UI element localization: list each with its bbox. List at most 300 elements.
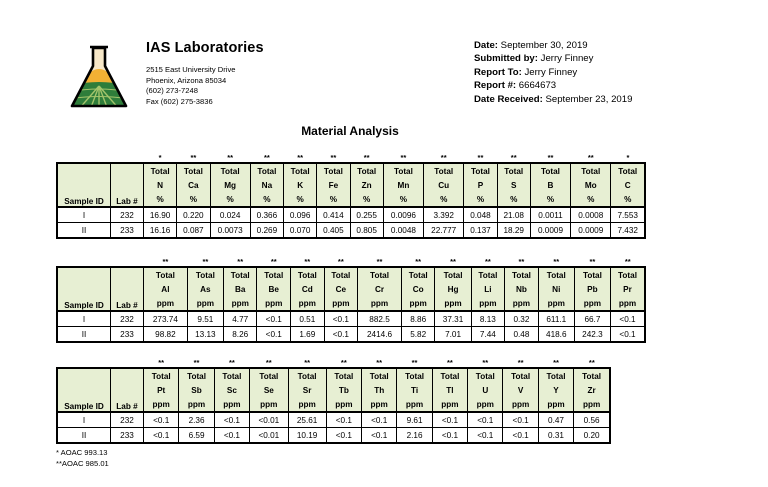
column-header: Total	[362, 368, 397, 383]
report-info	[474, 39, 632, 106]
value-cell: 66.7	[574, 311, 610, 327]
column-header: Nb	[505, 282, 539, 296]
lab-number-cell: 232	[111, 311, 144, 327]
value-cell: 0.0011	[530, 207, 570, 223]
column-header: %	[144, 192, 177, 207]
column-header: ppm	[468, 397, 503, 412]
column-header: %	[571, 192, 611, 207]
column-header: %	[383, 192, 423, 207]
value-cell: 6.59	[179, 428, 214, 444]
column-header: Sr	[288, 383, 326, 397]
method-mark: **	[450, 257, 456, 266]
column-header: ppm	[291, 296, 325, 311]
info-value: Jerry Finney	[524, 66, 578, 78]
column-header: ppm	[538, 296, 574, 311]
sample-id-cell: I	[57, 311, 111, 327]
column-header: ppm	[432, 397, 467, 412]
column-header: Total	[326, 368, 361, 383]
value-cell: 0.070	[284, 223, 317, 239]
column-header: Sb	[179, 383, 214, 397]
lab-number-cell: 233	[111, 327, 144, 343]
column-header: Total	[538, 368, 573, 383]
value-cell: 0.32	[505, 311, 539, 327]
column-header: Total	[503, 368, 538, 383]
method-mark: **	[330, 153, 337, 162]
method-mark: **	[446, 358, 453, 367]
column-header: Hg	[435, 282, 471, 296]
page-title: Material Analysis	[301, 124, 399, 138]
column-header: U	[468, 383, 503, 397]
info-label: Report To:	[474, 66, 522, 78]
column-header: Total	[214, 368, 249, 383]
column-header: Total	[257, 267, 291, 282]
value-cell: <0.1	[503, 412, 538, 428]
column-header: Total	[291, 267, 325, 282]
column-header: ppm	[144, 397, 179, 412]
info-date-received	[474, 93, 632, 106]
method-mark: **	[553, 257, 560, 266]
value-cell: 0.48	[505, 327, 539, 343]
table-row	[57, 428, 610, 444]
column-header: Total	[610, 267, 645, 282]
footnote-single: * AOAC 993.13	[56, 448, 108, 457]
method-mark: **	[518, 257, 525, 266]
lab-number-header: Lab #	[111, 397, 144, 412]
value-cell: 21.08	[497, 207, 530, 223]
value-cell: 37.31	[435, 311, 471, 327]
column-header: ppm	[358, 296, 402, 311]
method-mark: **	[190, 153, 197, 162]
value-cell: 25.61	[288, 412, 326, 428]
footnotes	[56, 447, 109, 469]
info-report-to	[474, 66, 632, 79]
value-cell: 2.36	[179, 412, 214, 428]
sample-id-header	[57, 282, 111, 296]
sample-id-header: Sample ID	[57, 296, 111, 311]
address-line: 2515 East University Drive	[146, 65, 236, 74]
value-cell: 22.777	[424, 223, 464, 239]
value-cell: <0.1	[362, 412, 397, 428]
value-cell: 242.3	[574, 327, 610, 343]
column-header: Total	[317, 163, 350, 178]
column-header: Li	[471, 282, 505, 296]
value-cell: 8.86	[401, 311, 435, 327]
lab-number-header	[111, 282, 144, 296]
info-label: Report #:	[474, 80, 517, 92]
column-header: Total	[611, 163, 645, 178]
column-header: Total	[288, 368, 326, 383]
fax: Fax (602) 275-3836	[146, 96, 213, 106]
value-cell: <0.1	[432, 428, 467, 444]
method-mark: **	[517, 358, 524, 367]
value-cell: <0.1	[362, 428, 397, 444]
column-header: ppm	[257, 296, 291, 311]
column-header: Ca	[177, 178, 210, 192]
value-cell: 13.13	[187, 327, 223, 343]
column-header: Total	[383, 163, 423, 178]
column-header: %	[177, 192, 210, 207]
value-cell: 0.096	[284, 207, 317, 223]
header-row	[57, 267, 645, 282]
method-mark: **	[587, 153, 594, 162]
lab-number-header	[111, 163, 144, 178]
lab-number-cell: 233	[111, 428, 144, 444]
value-cell: 0.0096	[383, 207, 423, 223]
value-cell: 0.255	[350, 207, 383, 223]
method-mark: **	[158, 358, 165, 367]
column-header: Ba	[223, 282, 257, 296]
column-header: Total	[223, 267, 257, 282]
column-header: P	[464, 178, 497, 192]
value-cell: 0.0009	[530, 223, 570, 239]
value-cell: 3.392	[424, 207, 464, 223]
column-header: Total	[432, 368, 467, 383]
value-cell: 0.137	[464, 223, 497, 239]
column-header: %	[317, 192, 350, 207]
column-header: Total	[574, 368, 610, 383]
column-header: Total	[187, 267, 223, 282]
method-mark: **	[304, 358, 311, 367]
method-mark: **	[237, 257, 244, 266]
column-header: ppm	[505, 296, 539, 311]
value-cell: 0.220	[177, 207, 210, 223]
phone: (602) 273-7248	[146, 86, 198, 96]
column-header: Total	[574, 267, 610, 282]
value-cell: <0.1	[610, 327, 645, 343]
method-mark: **	[337, 257, 344, 266]
info-value: Jerry Finney	[540, 53, 594, 65]
column-header: ppm	[574, 296, 610, 311]
column-header: ppm	[223, 296, 257, 311]
value-cell: 8.13	[471, 311, 505, 327]
method-marks-row	[57, 151, 645, 163]
blank-cell	[57, 151, 111, 163]
value-cell: 4.77	[223, 311, 257, 327]
value-cell: <0.1	[326, 412, 361, 428]
value-cell: <0.1	[324, 311, 358, 327]
column-header: %	[350, 192, 383, 207]
value-cell: 611.1	[538, 311, 574, 327]
sample-id-cell: II	[57, 428, 111, 444]
method-mark: **	[376, 257, 383, 266]
value-cell: 0.56	[574, 412, 610, 428]
value-cell: 0.20	[574, 428, 610, 444]
column-header: Total	[284, 163, 317, 178]
column-header: Total	[471, 267, 505, 282]
column-header: %	[284, 192, 317, 207]
method-mark: *	[626, 153, 630, 162]
company-name: IAS Laboratories	[146, 40, 264, 56]
column-header: Se	[250, 383, 288, 397]
value-cell: 9.61	[397, 412, 432, 428]
value-cell: <0.1	[144, 428, 179, 444]
sample-id-header	[57, 267, 111, 282]
sample-id-cell: II	[57, 327, 111, 343]
lab-number-header	[111, 368, 144, 383]
value-cell: 7.553	[611, 207, 645, 223]
column-header: %	[611, 192, 645, 207]
sample-id-cell: II	[57, 223, 111, 239]
column-header: Total	[324, 267, 358, 282]
method-mark: **	[415, 257, 422, 266]
info-report-number	[474, 79, 632, 92]
column-header: %	[530, 192, 570, 207]
column-header: ppm	[324, 296, 358, 311]
column-header: Total	[144, 267, 188, 282]
column-header: %	[497, 192, 530, 207]
column-header: ppm	[187, 296, 223, 311]
blank-cell	[111, 151, 144, 163]
column-header: Total	[397, 368, 432, 383]
method-mark: **	[588, 358, 595, 367]
column-header: Total	[424, 163, 464, 178]
value-cell: 2.16	[397, 428, 432, 444]
method-mark: **	[227, 153, 234, 162]
sample-id-header	[57, 383, 111, 397]
header-row	[57, 192, 645, 207]
analysis-table-2	[56, 255, 646, 343]
sample-id-cell: I	[57, 207, 111, 223]
value-cell: 0.414	[317, 207, 350, 223]
lab-number-header: Lab #	[111, 296, 144, 311]
method-mark: **	[624, 257, 631, 266]
column-header: Total	[250, 368, 288, 383]
value-cell: 16.90	[144, 207, 177, 223]
column-header: Fe	[317, 178, 350, 192]
lab-number-cell: 233	[111, 223, 144, 239]
column-header: N	[144, 178, 177, 192]
sample-id-header	[57, 163, 111, 178]
info-label: Date:	[474, 40, 498, 51]
method-mark: **	[440, 153, 447, 162]
lab-flask-logo-icon	[68, 42, 130, 110]
value-cell: 8.26	[223, 327, 257, 343]
column-header: Total	[250, 163, 283, 178]
sample-id-header	[57, 368, 111, 383]
column-header: Mg	[210, 178, 250, 192]
method-marks-row	[57, 356, 610, 368]
header-row	[57, 397, 610, 412]
header-row	[57, 163, 645, 178]
value-cell: <0.01	[250, 412, 288, 428]
table-row	[57, 311, 645, 327]
method-mark: **	[400, 153, 407, 162]
method-mark: **	[162, 257, 169, 266]
value-cell: 16.16	[144, 223, 177, 239]
column-header: Total	[530, 163, 570, 178]
value-cell: 0.405	[317, 223, 350, 239]
value-cell: 0.024	[210, 207, 250, 223]
method-mark: **	[553, 358, 559, 367]
column-header: Total	[571, 163, 611, 178]
value-cell: <0.1	[144, 412, 179, 428]
sample-id-cell: I	[57, 412, 111, 428]
value-cell: 5.82	[401, 327, 435, 343]
value-cell: 2414.6	[358, 327, 402, 343]
column-header: ppm	[574, 397, 610, 412]
column-header: ppm	[610, 296, 645, 311]
column-header: ppm	[326, 397, 361, 412]
column-header: Mo	[571, 178, 611, 192]
column-header: Total	[350, 163, 383, 178]
method-mark: **	[411, 358, 418, 367]
column-header: ppm	[435, 296, 471, 311]
value-cell: 273.74	[144, 311, 188, 327]
method-mark: **	[340, 358, 347, 367]
value-cell: 7.01	[435, 327, 471, 343]
column-header: Total	[401, 267, 435, 282]
info-value: September 23, 2019	[545, 93, 633, 105]
value-cell: 10.19	[288, 428, 326, 444]
lab-number-cell: 232	[111, 412, 144, 428]
column-header: Total	[464, 163, 497, 178]
column-header: Total	[497, 163, 530, 178]
column-header: ppm	[144, 296, 188, 311]
method-marks-row	[57, 255, 645, 267]
column-header: C	[611, 178, 645, 192]
method-mark: **	[304, 257, 311, 266]
value-cell: 0.47	[538, 412, 573, 428]
value-cell: <0.1	[326, 428, 361, 444]
value-cell: 0.0048	[383, 223, 423, 239]
method-mark: **	[547, 153, 554, 162]
value-cell: <0.1	[468, 428, 503, 444]
value-cell: 1.69	[291, 327, 325, 343]
column-header: ppm	[401, 296, 435, 311]
table-row	[57, 412, 610, 428]
method-mark: **	[482, 358, 489, 367]
analysis-table-3	[56, 356, 611, 444]
header-row	[57, 282, 645, 296]
value-cell: 9.51	[187, 311, 223, 327]
method-mark: *	[158, 153, 162, 162]
value-cell: <0.1	[214, 428, 249, 444]
method-mark: **	[228, 358, 235, 367]
sample-id-header	[57, 178, 111, 192]
value-cell: 98.82	[144, 327, 188, 343]
value-cell: 0.0073	[210, 223, 250, 239]
column-header: %	[464, 192, 497, 207]
column-header: V	[503, 383, 538, 397]
column-header: Na	[250, 178, 283, 192]
value-cell: 7.44	[471, 327, 505, 343]
column-header: ppm	[471, 296, 505, 311]
column-header: Total	[505, 267, 539, 282]
lab-number-header	[111, 383, 144, 397]
column-header: Y	[538, 383, 573, 397]
info-value: September 30, 2019	[500, 40, 588, 51]
info-date	[474, 39, 632, 52]
value-cell: 0.269	[250, 223, 283, 239]
value-cell: 0.048	[464, 207, 497, 223]
column-header: Total	[210, 163, 250, 178]
value-cell: <0.1	[610, 311, 645, 327]
method-mark: **	[265, 358, 272, 367]
blank-cell	[111, 356, 144, 368]
column-header: As	[187, 282, 223, 296]
value-cell: <0.1	[324, 327, 358, 343]
method-mark: **	[263, 153, 270, 162]
value-cell: <0.1	[503, 428, 538, 444]
column-header: Al	[144, 282, 188, 296]
value-cell: <0.1	[432, 412, 467, 428]
column-header: Mn	[383, 178, 423, 192]
column-header: Cu	[424, 178, 464, 192]
value-cell: <0.1	[214, 412, 249, 428]
table-row	[57, 207, 645, 223]
address-city: Phoenix, Arizona 85034	[146, 75, 227, 85]
column-header: Total	[435, 267, 471, 282]
value-cell: 7.432	[611, 223, 645, 239]
column-header: %	[210, 192, 250, 207]
header-row	[57, 383, 610, 397]
column-header: ppm	[538, 397, 573, 412]
method-mark: **	[270, 257, 277, 266]
column-header: Cr	[358, 282, 402, 296]
column-header: ppm	[179, 397, 214, 412]
value-cell: 0.51	[291, 311, 325, 327]
column-header: Zr	[574, 383, 610, 397]
column-header: ppm	[503, 397, 538, 412]
column-header: Ni	[538, 282, 574, 296]
value-cell: 418.6	[538, 327, 574, 343]
column-header: Total	[177, 163, 210, 178]
header-row	[57, 296, 645, 311]
method-mark: **	[363, 153, 370, 162]
column-header: ppm	[397, 397, 432, 412]
company-address	[146, 65, 264, 107]
value-cell: <0.1	[257, 327, 291, 343]
value-cell: <0.01	[250, 428, 288, 444]
column-header: Be	[257, 282, 291, 296]
info-label: Date Received:	[474, 93, 543, 105]
column-header: Pt	[144, 383, 179, 397]
table-row	[57, 223, 645, 239]
value-cell: 882.5	[358, 311, 402, 327]
footnote-double: **AOAC 985.01	[56, 459, 109, 468]
column-header: Co	[401, 282, 435, 296]
analysis-table-1	[56, 151, 646, 239]
value-cell: 0.087	[177, 223, 210, 239]
column-header: %	[250, 192, 283, 207]
method-mark: **	[477, 153, 484, 162]
column-header: Sc	[214, 383, 249, 397]
value-cell: 0.31	[538, 428, 573, 444]
column-header: Cd	[291, 282, 325, 296]
lab-number-header	[111, 178, 144, 192]
column-header: ppm	[362, 397, 397, 412]
value-cell: 0.0008	[571, 207, 611, 223]
column-header: Total	[144, 368, 179, 383]
value-cell: 0.0009	[571, 223, 611, 239]
blank-cell	[111, 255, 144, 267]
column-header: Th	[362, 383, 397, 397]
sample-id-header: Sample ID	[57, 192, 111, 207]
value-cell: <0.1	[257, 311, 291, 327]
column-header: %	[424, 192, 464, 207]
column-header: Pr	[610, 282, 645, 296]
column-header: Total	[144, 163, 177, 178]
column-header: Total	[358, 267, 402, 282]
header-row	[57, 368, 610, 383]
column-header: S	[497, 178, 530, 192]
info-submitted-by	[474, 52, 632, 65]
method-mark: **	[589, 257, 596, 266]
blank-cell	[57, 255, 111, 267]
column-header: Zn	[350, 178, 383, 192]
value-cell: 0.366	[250, 207, 283, 223]
method-mark: **	[193, 358, 200, 367]
